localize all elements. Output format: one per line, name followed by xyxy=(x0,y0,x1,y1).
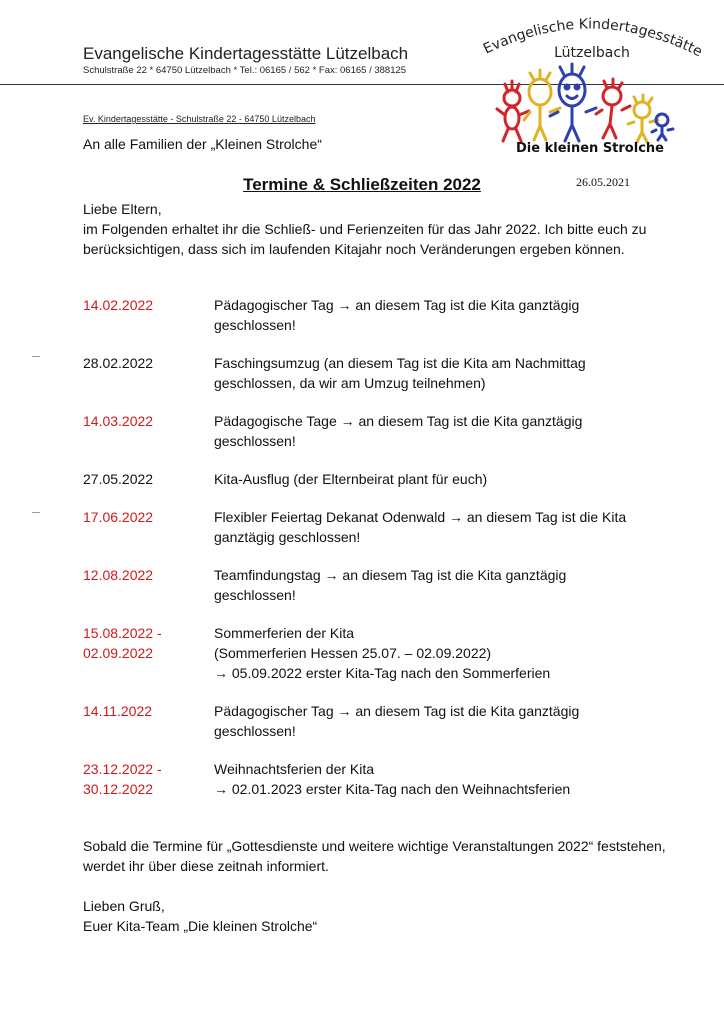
event-date xyxy=(83,759,214,799)
sender-address-line: Ev. Kindertagesstätte - Schulstraße 22 - 64750 Lützelbach xyxy=(83,114,316,124)
footer-section xyxy=(83,836,668,936)
event-row xyxy=(83,623,683,683)
event-description xyxy=(214,295,683,335)
event-date-line: 14.11.2022 xyxy=(83,703,153,719)
event-row xyxy=(83,411,683,451)
child-figure-icon xyxy=(652,114,673,140)
event-description xyxy=(214,565,683,605)
child-figure-icon xyxy=(628,95,658,142)
footer-text: Sobald die Termine für „Gottesdienste und weitere wichtige Veranstaltungen 2022“ feststehen, werdet ihr über diese zeitnah informiert. xyxy=(83,838,666,874)
margin-mark xyxy=(32,512,40,513)
event-description-line: → 02.01.2023 erster Kita-Tag nach den Weihnachtsferien xyxy=(214,781,571,797)
event-description-line: (Sommerferien Hessen 25.07. – 02.09.2022) xyxy=(214,645,492,661)
event-row xyxy=(83,295,683,335)
event-description-line: geschlossen! xyxy=(214,723,296,739)
event-row xyxy=(83,701,683,741)
event-description-line: Weihnachtsferien der Kita xyxy=(214,761,375,777)
event-description-line: geschlossen, da wir am Umzug teilnehmen) xyxy=(214,375,486,391)
intro-text: im Folgenden erhaltet ihr die Schließ- und Ferienzeiten für das Jahr 2022. Ich bitte euch zu berücksichtigen, dass sich im laufenden Kitajahr noch Veränderungen ergeben können. xyxy=(83,221,647,257)
event-date-line: 02.09.2022 xyxy=(83,645,154,661)
logo-sub-text: Lützelbach xyxy=(554,45,630,61)
event-date-line: 30.12.2022 xyxy=(83,781,154,797)
event-date-line: 17.06.2022 xyxy=(83,509,154,525)
event-date-line: 12.08.2022 xyxy=(83,567,154,583)
document-title: Termine & Schließzeiten 2022 xyxy=(243,175,481,194)
event-description-line: Sommerferien der Kita xyxy=(214,625,355,641)
child-figure-icon xyxy=(524,70,560,140)
event-description xyxy=(214,469,683,489)
event-date xyxy=(83,507,214,547)
margin-mark xyxy=(32,356,40,357)
event-date xyxy=(83,623,214,683)
event-row xyxy=(83,469,683,489)
event-row xyxy=(83,565,683,605)
event-description-line: geschlossen! xyxy=(214,317,296,333)
event-description-line: geschlossen! xyxy=(214,433,296,449)
event-description xyxy=(214,759,683,799)
event-date-line: 14.03.2022 xyxy=(83,413,154,429)
recipient-line: An alle Familien der „Kleinen Strolche“ xyxy=(83,136,322,152)
event-date xyxy=(83,411,214,451)
event-description-line: Pädagogischer Tag → an diesem Tag ist die Kita ganztägig xyxy=(214,703,580,719)
events-list xyxy=(83,295,683,817)
event-description-line: geschlossen! xyxy=(214,587,296,603)
child-figure-icon xyxy=(596,79,630,138)
event-description-line: Flexibler Feiertag Dekanat Odenwald → an diesem Tag ist die Kita xyxy=(214,509,627,525)
event-description-line: → 05.09.2022 erster Kita-Tag nach den Sommerferien xyxy=(214,665,551,681)
child-figure-icon xyxy=(497,81,529,141)
event-date-line: 15.08.2022 - xyxy=(83,625,162,641)
org-name: Evangelische Kindertagesstätte Lützelbach xyxy=(83,44,409,63)
event-description xyxy=(214,623,683,683)
event-row xyxy=(83,759,683,799)
event-description xyxy=(214,353,683,393)
logo-bottom-text: Die kleinen Strolche xyxy=(516,141,664,156)
event-description xyxy=(214,507,683,547)
event-description-line: ganztägig geschlossen! xyxy=(214,529,361,545)
event-description xyxy=(214,701,683,741)
event-description xyxy=(214,411,683,451)
org-address: Schulstraße 22 * 64750 Lützelbach * Tel.: 06165 / 562 * Fax: 06165 / 388125 xyxy=(83,65,407,76)
event-description-line: Pädagogischer Tag → an diesem Tag ist die Kita ganztägig xyxy=(214,297,580,313)
event-date-line: 23.12.2022 - xyxy=(83,761,162,777)
event-description-line: Teamfindungstag → an diesem Tag ist die Kita ganztägig xyxy=(214,567,567,583)
event-date xyxy=(83,565,214,605)
event-date-line: 28.02.2022 xyxy=(83,355,154,371)
event-description-line: Kita-Ausflug (der Elternbeirat plant für euch) xyxy=(214,471,488,487)
kindergarten-logo xyxy=(472,12,712,160)
event-date xyxy=(83,701,214,741)
event-description-line: Faschingsumzug (an diesem Tag ist die Kita am Nachmittag xyxy=(214,355,586,371)
signature: Euer Kita-Team „Die kleinen Strolche“ xyxy=(83,918,318,934)
event-row xyxy=(83,353,683,393)
closing: Lieben Gruß, xyxy=(83,898,165,914)
salutation: Liebe Eltern, xyxy=(83,201,162,217)
intro-section xyxy=(83,199,668,259)
child-figure-icon xyxy=(550,64,596,141)
event-date-line: 27.05.2022 xyxy=(83,471,154,487)
logo-arc-text: Evangelische Kindertagesstätte xyxy=(480,16,705,61)
event-date-line: 14.02.2022 xyxy=(83,297,154,313)
event-row xyxy=(83,507,683,547)
event-date xyxy=(83,469,214,489)
document-date: 26.05.2021 xyxy=(576,175,630,189)
event-description-line: Pädagogische Tage → an diesem Tag ist die Kita ganztägig xyxy=(214,413,583,429)
event-date xyxy=(83,353,214,393)
event-date xyxy=(83,295,214,335)
